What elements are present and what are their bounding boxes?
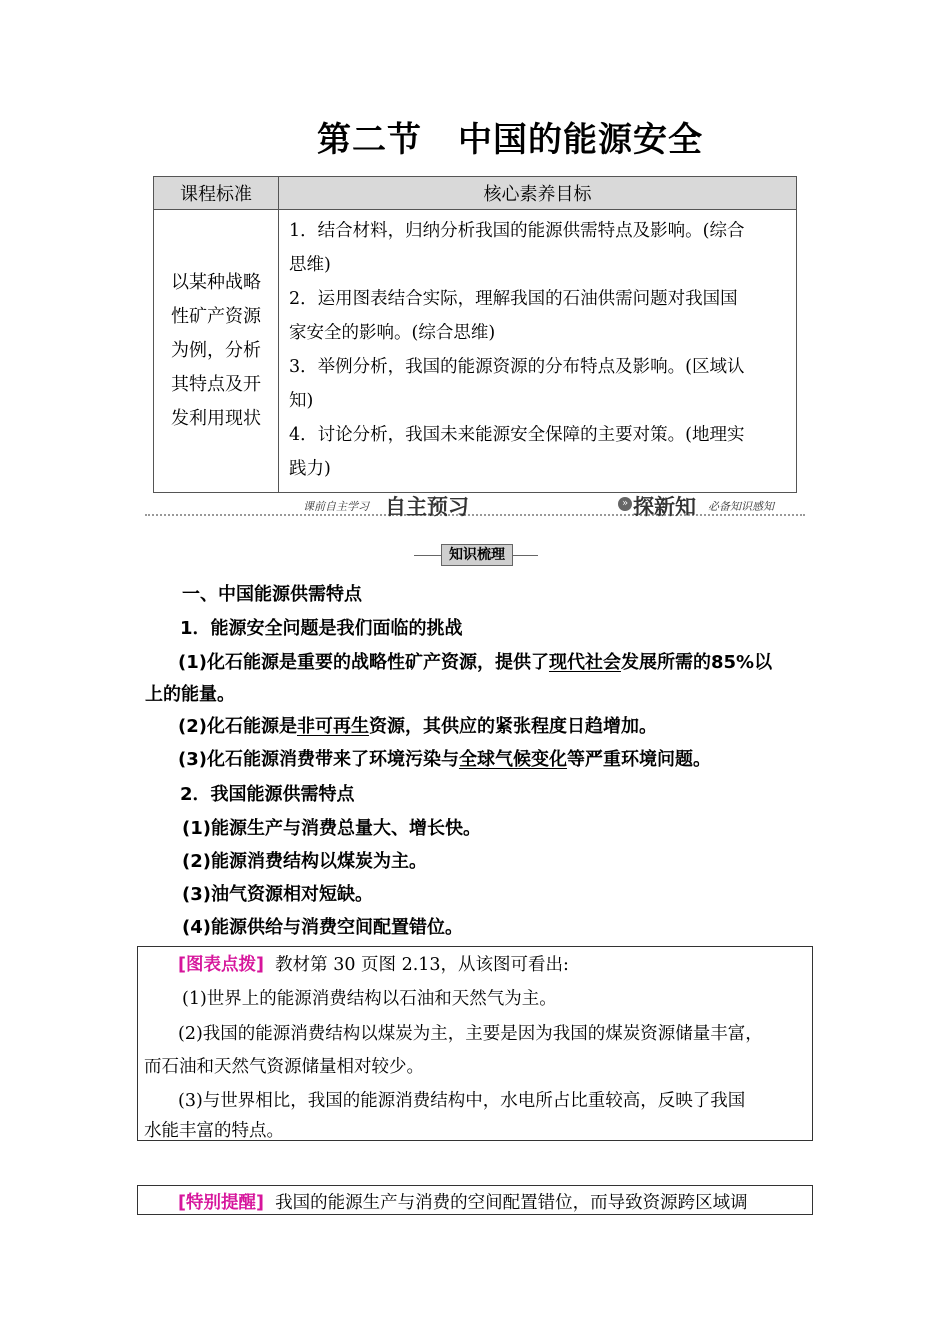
p1-underlined: 现代社会 (548, 652, 621, 673)
subheading-features: 2．我国能源供需特点 (180, 784, 355, 805)
paragraph-3 (178, 745, 711, 771)
paragraph-1 (178, 648, 772, 674)
chart-tip-box (137, 946, 813, 1141)
standards-table (153, 176, 797, 493)
standard-line: 其特点及开 (171, 374, 261, 395)
goal-line: 3．举例分析，我国的能源资源的分布特点及影响。(区域认 (289, 357, 745, 377)
title-topic: 中国的能源安全 (458, 120, 703, 160)
special-tip-text (178, 1189, 748, 1214)
standard-line: 为例，分析 (171, 340, 261, 361)
chart-tip-tag: [图表点拨] (178, 955, 264, 975)
feature-item: (3)油气资源相对短缺。 (182, 884, 373, 905)
banner-divider (145, 514, 805, 516)
title-section: 第二节 (317, 120, 422, 160)
feature-item: (2)能源消费结构以煤炭为主。 (182, 851, 427, 872)
header-course-standard: 课程标准 (154, 177, 279, 210)
core-goals-cell (279, 210, 797, 493)
feature-item: (1)能源生产与消费总量大、增长快。 (182, 818, 481, 839)
goal-line: 1．结合材料，归纳分析我国的能源供需特点及影响。(综合 (289, 221, 745, 241)
p3-text: (3)化石能源消费带来了环境污染与 (178, 749, 459, 770)
banner-title-2: 探新知 (633, 495, 696, 519)
course-standard-cell (154, 210, 279, 493)
heading-supply-demand: 一、中国能源供需特点 (182, 584, 362, 605)
arrow-icon: » (618, 497, 632, 511)
banner-title-1: 自主预习 (385, 495, 469, 519)
header-core-goals: 核心素养目标 (279, 177, 797, 210)
goal-line: 家安全的影响。(综合思维) (289, 323, 496, 343)
banner-left-caption: 课前自主学习 (303, 500, 369, 513)
chart-tip-line: 而石油和天然气资源储量相对较少。 (144, 1057, 424, 1077)
chart-tip-intro (178, 951, 569, 976)
goal-line: 思维) (289, 255, 331, 275)
goal-line: 知) (289, 391, 314, 411)
knowledge-label (414, 544, 538, 566)
standard-line: 发利用现状 (171, 408, 261, 429)
p1-text: (1)化石能源是重要的战略性矿产资源，提供了 (178, 652, 549, 673)
chart-tip-line: (1)世界上的能源消费结构以石油和天然气为主。 (182, 989, 557, 1009)
p3-underlined: 全球气候变化 (458, 749, 567, 770)
paragraph-2 (178, 712, 657, 738)
goal-line: 践力) (289, 459, 331, 479)
special-tip-body: 我国的能源生产与消费的空间配置错位，而导致资源跨区域调 (275, 1193, 748, 1213)
special-tip-tag: [特别提醒] (178, 1193, 264, 1213)
section-banner (145, 490, 805, 520)
page-title (0, 112, 950, 161)
subheading-challenge: 1．能源安全问题是我们面临的挑战 (180, 618, 463, 639)
chart-tip-line: (3)与世界相比，我国的能源消费结构中，水电所占比重较高，反映了我国 (178, 1091, 746, 1111)
special-tip-box (137, 1185, 813, 1215)
goal-line: 2．运用图表结合实际，理解我国的石油供需问题对我国国 (289, 289, 738, 309)
goal-line: 4．讨论分析，我国未来能源安全保障的主要对策。(地理实 (289, 425, 745, 445)
chart-tip-intro-text: 教材第 30 页图 2.13，从该图可看出: (275, 955, 569, 975)
p2-text: (2)化石能源是 (178, 716, 297, 737)
feature-item: (4)能源供给与消费空间配置错位。 (182, 917, 463, 938)
p2-text-end: 资源，其供应的紧张程度日趋增加。 (368, 716, 657, 737)
p2-underlined: 非可再生 (296, 716, 369, 737)
p3-text-end: 等严重环境问题。 (566, 749, 711, 770)
chart-tip-line: 水能丰富的特点。 (144, 1121, 284, 1141)
standard-line: 性矿产资源 (171, 306, 261, 327)
chart-tip-line: (2)我国的能源消费结构以煤炭为主，主要是因为我国的煤炭资源储量丰富， (178, 1024, 763, 1044)
label-box: 知识梳理 (441, 544, 513, 566)
standard-line: 以某种战略 (171, 272, 261, 293)
banner-right-caption: 必备知识感知 (708, 500, 774, 513)
paragraph-1-cont: 上的能量。 (145, 684, 235, 705)
p1-text-end: 发展所需的85%以 (620, 652, 773, 673)
